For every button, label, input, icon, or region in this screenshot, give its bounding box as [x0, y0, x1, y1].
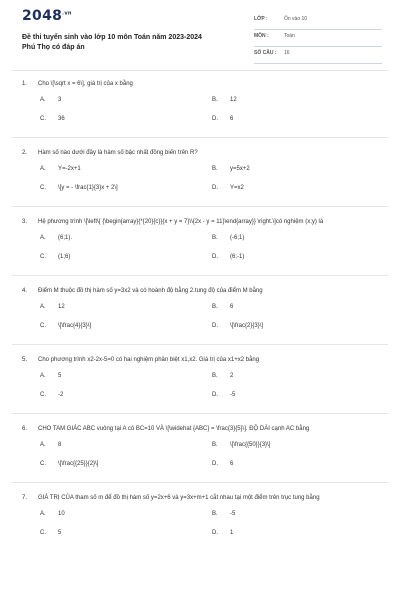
question-text: GIÁ TRỊ CỦA tham số m để đồ thị hàm số y=2x+6 và y=3x+m+1 cắt nhau tại một điểm trên trục tung bằng: [38, 495, 320, 501]
question-text: Cho phương trình x2-2x-5=0 có hai nghiệm phân biệt x1,x2. Giá trị của x1+x2 bằng: [38, 357, 260, 363]
option-letter: D.: [212, 323, 218, 329]
question-1: [0, 80, 400, 137]
meta-label: SỐ CÂU :: [254, 50, 277, 56]
option-letter: C.: [40, 254, 46, 260]
option-letter: B.: [212, 235, 218, 241]
question-divider: [12, 137, 388, 138]
question-number: 6.: [22, 426, 28, 432]
option-text: Y=-2x+1: [58, 166, 81, 172]
option-text: 8: [58, 442, 62, 448]
answer-options: [22, 442, 400, 482]
option-a[interactable]: [40, 511, 65, 517]
header-divider: [12, 70, 388, 71]
option-letter: A.: [40, 511, 46, 517]
option-text: 12: [58, 304, 65, 310]
question-4: [0, 287, 400, 344]
option-a[interactable]: [40, 442, 61, 448]
option-letter: C.: [40, 116, 46, 122]
option-text: (-6;1): [230, 235, 245, 241]
question-divider: [12, 275, 388, 276]
page-header: [0, 0, 400, 70]
option-letter: C.: [40, 392, 46, 398]
option-b[interactable]: [212, 304, 233, 310]
question-number: 2.: [22, 150, 28, 156]
option-text: 2: [230, 373, 234, 379]
option-letter: B.: [212, 304, 218, 310]
option-letter: B.: [212, 442, 218, 448]
question-2: [0, 149, 400, 206]
question-divider: [12, 206, 388, 207]
option-letter: B.: [212, 511, 218, 517]
option-text: \[\frac{{50}}{3}\]: [230, 442, 271, 448]
option-letter: D.: [212, 254, 218, 260]
option-a[interactable]: [40, 304, 65, 310]
answer-options: [22, 235, 400, 275]
meta-row-class: [254, 13, 382, 30]
option-d[interactable]: [212, 461, 233, 467]
option-text: 3: [58, 97, 62, 103]
meta-value: 16: [284, 50, 290, 56]
answer-options: [22, 304, 400, 344]
meta-row-count: [254, 47, 382, 64]
option-a[interactable]: [40, 373, 61, 379]
question-text: Hàm số nào dưới đây là hàm số bậc nhất đồng biến trên R?: [38, 150, 198, 156]
option-d[interactable]: [212, 530, 233, 536]
option-b[interactable]: [212, 511, 235, 517]
meta-label: MÔN :: [254, 33, 269, 39]
option-c[interactable]: [40, 323, 91, 329]
option-letter: A.: [40, 373, 46, 379]
option-letter: D.: [212, 461, 218, 467]
option-letter: A.: [40, 166, 46, 172]
option-letter: C.: [40, 461, 46, 467]
question-divider: [12, 344, 388, 345]
option-a[interactable]: [40, 235, 72, 241]
option-c[interactable]: [40, 116, 65, 122]
option-c[interactable]: [40, 185, 118, 191]
option-letter: C.: [40, 323, 46, 329]
question-6: [0, 425, 400, 482]
question-number: 4.: [22, 288, 28, 294]
question-7: [0, 494, 400, 551]
option-d[interactable]: [212, 323, 263, 329]
option-b[interactable]: [212, 166, 250, 172]
option-b[interactable]: [212, 97, 237, 103]
question-number: 5.: [22, 357, 28, 363]
option-letter: C.: [40, 185, 46, 191]
option-letter: D.: [212, 116, 218, 122]
option-text: (1;6): [58, 254, 71, 260]
option-c[interactable]: [40, 530, 61, 536]
option-letter: D.: [212, 530, 218, 536]
option-text: 6: [230, 116, 234, 122]
option-d[interactable]: [212, 185, 244, 191]
option-c[interactable]: [40, 392, 63, 398]
option-c[interactable]: [40, 461, 98, 467]
answer-options: [22, 166, 400, 206]
option-text: \[y = - \frac{1}{3}x + 2\]: [58, 185, 118, 191]
option-text: 12: [230, 97, 237, 103]
meta-label: LỚP :: [254, 16, 268, 22]
question-text: Hệ phương trình \[\left\{ {\begin{array}{*{20}{c}}{x + y = 7}\\{2x - y = 11}\end{array}} \right.\]có nghiệm (x;y) là: [38, 219, 324, 225]
option-text: 1: [230, 530, 234, 536]
question-list: [0, 80, 400, 551]
option-text: (6;-1): [230, 254, 245, 260]
question-number: 3.: [22, 219, 28, 225]
question-number: 7.: [22, 495, 28, 501]
logo-text: 2048: [22, 8, 63, 24]
option-text: -5: [230, 511, 236, 517]
option-text: 5: [58, 373, 62, 379]
question-divider: [12, 413, 388, 414]
option-text: \[\frac{4}{3}\]: [58, 323, 92, 329]
option-letter: B.: [212, 166, 218, 172]
option-text: \[\frac{{25}}{2}\]: [58, 461, 99, 467]
option-d[interactable]: [212, 392, 235, 398]
option-d[interactable]: [212, 254, 244, 260]
question-text: CHO TAM GIÁC ABC vuông tại A có BC=10 VÀ \[\widehat {ABC} = \frac{3}{5}\]. ĐỘ DÀI cạnh AC bằng: [38, 426, 310, 432]
option-text: (6;1).: [58, 235, 73, 241]
option-letter: C.: [40, 530, 46, 536]
option-text: -2: [58, 392, 64, 398]
logo-domain: .vn: [62, 10, 72, 17]
option-a[interactable]: [40, 166, 81, 172]
option-text: 6: [230, 461, 234, 467]
question-3: [0, 218, 400, 275]
option-d[interactable]: [212, 116, 233, 122]
exam-title-line-2: Phú Thọ có đáp án: [22, 44, 85, 51]
answer-options: [22, 373, 400, 413]
option-text: Y=x2: [230, 185, 244, 191]
meta-value: Toán: [284, 33, 295, 39]
answer-options: [22, 511, 400, 551]
option-text: 5: [58, 530, 62, 536]
option-text: y=5x+2: [230, 166, 250, 172]
option-letter: A.: [40, 442, 46, 448]
option-b[interactable]: [212, 235, 244, 241]
option-text: 10: [58, 511, 65, 517]
option-b[interactable]: [212, 442, 270, 448]
option-letter: A.: [40, 235, 46, 241]
option-letter: B.: [212, 373, 218, 379]
option-text: -5: [230, 392, 236, 398]
exam-title-line-1: Đề thi tuyển sinh vào lớp 10 môn Toán năm 2023-2024: [22, 34, 202, 41]
meta-row-subject: [254, 30, 382, 47]
exam-title: [22, 33, 242, 53]
option-letter: A.: [40, 304, 46, 310]
option-letter: D.: [212, 392, 218, 398]
site-logo[interactable]: [22, 8, 72, 24]
option-text: 36: [58, 116, 65, 122]
option-c[interactable]: [40, 254, 70, 260]
option-letter: B.: [212, 97, 218, 103]
question-number: 1.: [22, 81, 28, 87]
option-b[interactable]: [212, 373, 233, 379]
option-a[interactable]: [40, 97, 61, 103]
question-5: [0, 356, 400, 413]
question-text: Điểm M thuộc đồ thị hàm số y=3x2 và có hoành độ bằng 2.tung độ của điểm M bằng: [38, 288, 263, 294]
question-text: Cho \[\sqrt x = 6\], giá trị của x bằng: [38, 81, 133, 87]
exam-meta: [254, 13, 382, 64]
question-divider: [12, 482, 388, 483]
meta-value: Ôn vào 10: [284, 16, 308, 22]
option-letter: A.: [40, 97, 46, 103]
option-letter: D.: [212, 185, 218, 191]
option-text: 6: [230, 304, 234, 310]
option-text: \[\frac{2}{3}\]: [230, 323, 264, 329]
answer-options: [22, 97, 400, 137]
